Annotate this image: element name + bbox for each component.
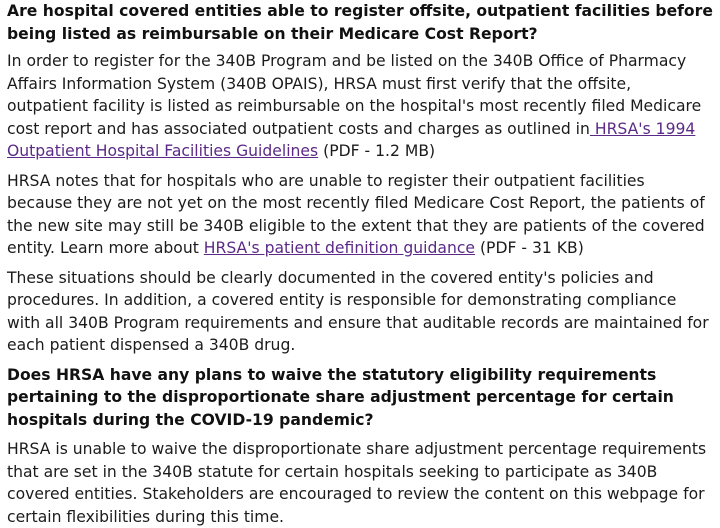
answer-text: HRSA notes that for hospitals who are unable to register their outpatient facilities because they are not yet on the most recently filed Medicare Cost Report, the patients of the new site may still be 340B eligible to the extent that they are patients of the covered entity. Learn more about	[7, 171, 705, 257]
answer-text: In order to register for the 340B Program and be listed on the 340B Office of Pharmacy Affairs Information System (340B OPAIS), HRSA must first verify that the offsite, outpatient facility is listed as reimbursable on the hospital's most recently filed Medicare cost report and has associated outpatient costs and charges as outlined in	[7, 52, 702, 138]
faq-answer-paragraph: HRSA is unable to waive the disproportionate share adjustment percentage requirements that are set in the 340B statute for certain hospitals seeking to participate as 340B covered entities. Stakeholders are encouraged to review the content on this webpage for certain flexibilities during this time.	[7, 440, 707, 526]
faq-question-dsh-waiver: Does HRSA have any plans to waive the statutory eligibility requirements pertaining to the disproportionate share adjustment percentage for certain hospitals during the COVID-19 pandemic?	[7, 365, 674, 429]
outpatient-guidelines-link[interactable]: HRSA's 1994 Outpatient Hospital Facilities Guidelines	[7, 119, 696, 160]
patient-definition-guidance-link[interactable]: HRSA's patient definition guidance	[203, 239, 476, 257]
file-size-note: (PDF - 1.2 MB)	[318, 142, 436, 160]
faq-question-offsite-registration: Are hospital covered entities able to register offsite, outpatient facilities before being listed as reimbursable on their Medicare Cost Report?	[7, 2, 713, 43]
faq-answer-paragraph: These situations should be clearly documented in the covered entity's policies and procedures. In addition, a covered entity is responsible for demonstrating compliance with all 340B Program requirements and ensure that auditable records are maintained for each patient dispensed a 340B drug.	[7, 268, 709, 354]
file-size-note: (PDF - 31 KB)	[475, 239, 584, 257]
faq-answer-paragraph	[7, 50, 713, 163]
faq-answer-paragraph	[7, 170, 713, 260]
